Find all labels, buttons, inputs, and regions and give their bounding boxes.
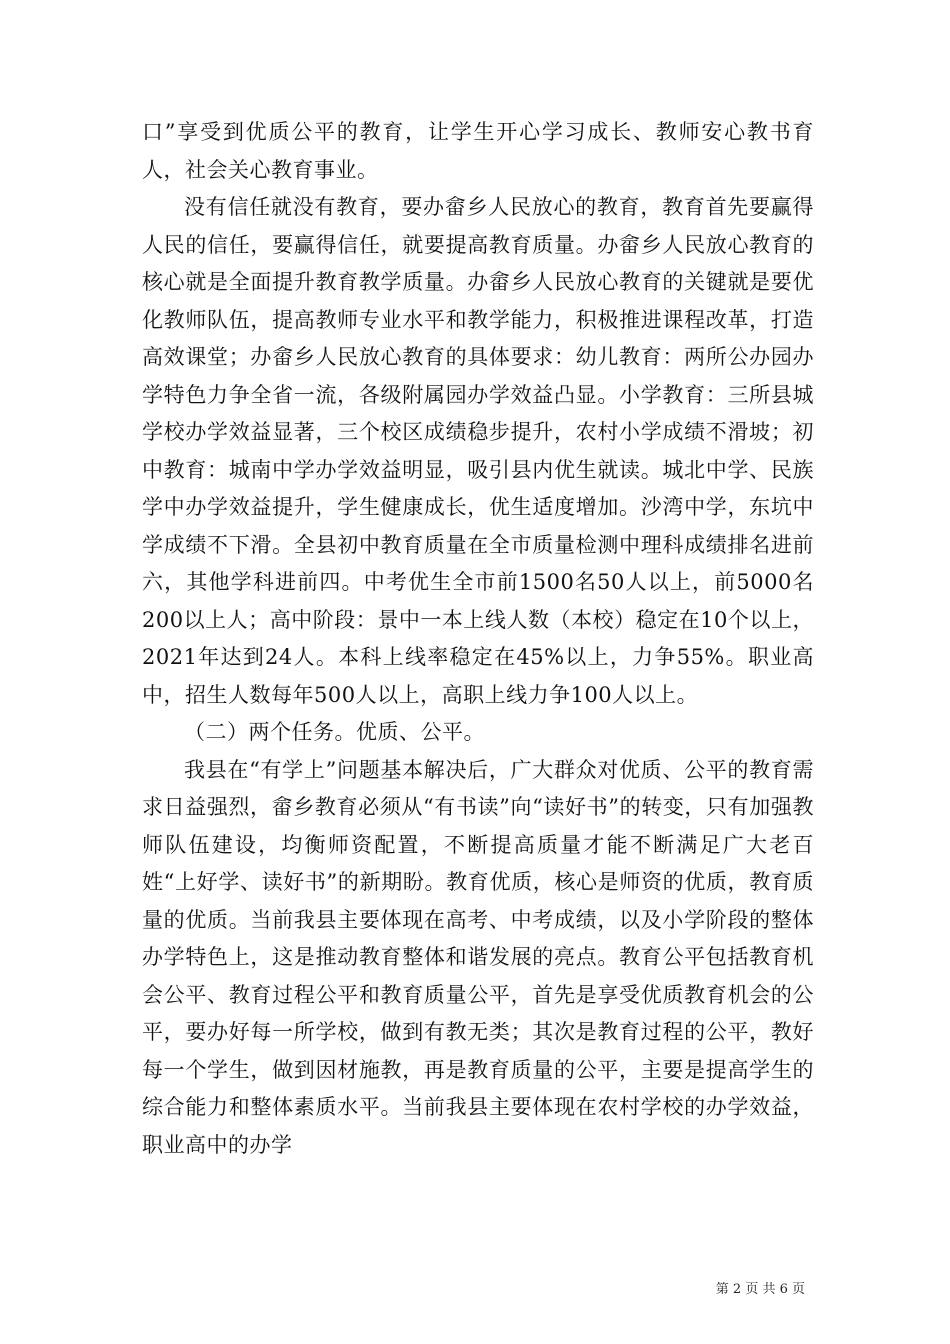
paragraph-quality-fairness: 我县在“有学上”问题基本解决后，广大群众对优质、公平的教育需求日益强烈，畲乡教育必须从“有书读”向“读好书”的转变，只有加强教师队伍建设，均衡师资配置，不断提高质量才能不断满足广大老百姓“上好学、读好书”的新期盼。教育优质，核心是师资的优质，教育质量的优质。当前我县主要体现在高考、中考成绩，以及小学阶段的整体办学特色上，这是推动教育整体和谐发展的亮点。教育公平包括教育机会公平、教育过程公平和教育质量公平，首先是享受优质教育机会的公平，要办好每一所学校，做到有教无类；其次是教育过程的公平，教好每一个学生，做到因材施教，再是教育质量的公平，主要是提高学生的综合能力和整体素质水平。当前我县主要体现在农村学校的办学效益，职业高中的办学	[142, 757, 814, 1157]
document-body	[142, 114, 814, 1164]
paragraph-continuation: 口”享受到优质公平的教育，让学生开心学习成长、教师安心教书育人，社会关心教育事业。	[142, 120, 814, 182]
paragraph-trust-quality: 没有信任就没有教育，要办畲乡人民放心的教育，教育首先要赢得人民的信任，要赢得信任，就要提高教育质量。办畲乡人民放心教育的核心就是全面提升教育教学质量。办畲乡人民放心教育的关键就是要优化教师队伍，提高教师专业水平和教学能力，积极推进课程改革，打造高效课堂；办畲乡人民放心教育的具体要求：幼儿教育：两所公办园办学特色力争全省一流，各级附属园办学效益凸显。小学教育：三所县城学校办学效益显著，三个校区成绩稳步提升，农村小学成绩不滑坡；初中教育：城南中学办学效益明显，吸引县内优生就读。城北中学、民族学中办学效益提升，学生健康成长，优生适度增加。沙湾中学，东坑中学成绩不下滑。全县初中教育质量在全市质量检测中理科成绩排名进前六，其他学科进前四。中考优生全市前1500名50人以上，前5000名200以上人；高中阶段：景中一本上线人数（本校）稳定在10个以上，2021年达到24人。本科上线率稳定在45%以上，力争55%。职业高中，招生人数每年500人以上，高职上线力争100人以上。	[142, 195, 814, 707]
section-heading-two-tasks: （二）两个任务。优质、公平。	[184, 720, 485, 744]
page-number-footer: 第 2 页 共 6 页	[715, 1282, 805, 1297]
